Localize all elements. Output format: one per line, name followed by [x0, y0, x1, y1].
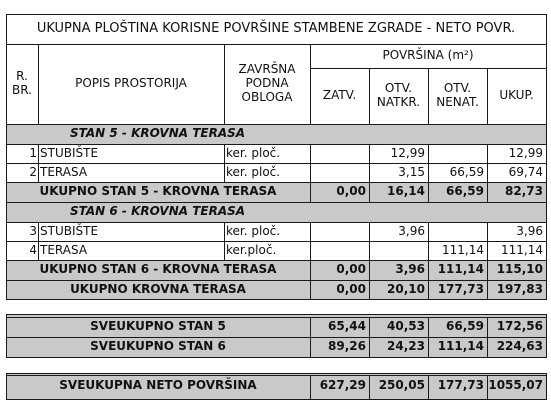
- grid-line: [6, 399, 547, 400]
- value-otv-natkr: 12,99: [390, 145, 425, 160]
- header-rbr: R. BR.: [12, 69, 32, 97]
- grid-line: [6, 314, 7, 358]
- section-title-stan5: STAN 5 - KROVNA TERASA: [6, 124, 546, 144]
- roof-total-label: UKUPNO KROVNA TERASA: [6, 280, 310, 299]
- grid-line: [6, 314, 547, 315]
- grid-line: [6, 163, 547, 164]
- grid-line: [38, 44, 39, 124]
- roof-total-ukup: 197,83: [487, 280, 546, 299]
- room-name: TERASA: [40, 242, 88, 257]
- total-otv-nenat: 111,14: [428, 260, 487, 280]
- floor-finish: ker. ploč.: [226, 223, 281, 238]
- value-ukup: 111,14: [501, 242, 543, 257]
- grid-line: [6, 373, 547, 374]
- summary-ukup: 224,63: [496, 339, 543, 354]
- grid-line: [6, 373, 7, 400]
- grand-total-ukup: 1055,07: [488, 378, 543, 393]
- summary-zatv: 89,26: [328, 339, 366, 354]
- grid-line: [369, 222, 370, 300]
- summary-otv-natkr: 24,23: [387, 339, 425, 354]
- total-zatv: 0,00: [310, 182, 369, 202]
- header-povrsina: POVRŠINA (m²): [382, 48, 474, 63]
- summary-zatv: 65,44: [328, 319, 366, 334]
- roof-total-otv-natkr: 20,10: [369, 280, 428, 299]
- grid-line: [224, 222, 225, 260]
- floor-finish: ker. ploč.: [226, 145, 281, 160]
- value-zatv: [310, 144, 369, 163]
- row-number: 1: [29, 145, 37, 160]
- value-zatv: [310, 241, 369, 260]
- value-otv-natkr: 3,15: [398, 164, 425, 179]
- grid-line: [6, 260, 547, 261]
- grid-line: [487, 68, 488, 124]
- summary-otv-natkr: 40,53: [387, 319, 425, 334]
- header-zatv: ZATV.: [322, 88, 357, 103]
- total-ukup: 82,73: [487, 182, 546, 202]
- summary-otv-nenat: 111,14: [437, 339, 484, 354]
- grid-line: [224, 44, 225, 124]
- grid-line: [428, 222, 429, 300]
- grid-line: [6, 317, 547, 318]
- grid-line: [369, 375, 370, 400]
- header-obloga: ZAVRŠNA PODNA OBLOGA: [238, 62, 296, 104]
- total-otv-natkr: 16,14: [369, 182, 428, 202]
- grid-line: [224, 144, 225, 182]
- total-label-stan5: UKUPNO STAN 5 - KROVNA TERASA: [6, 182, 310, 202]
- roof-total-otv-nenat: 177,73: [428, 280, 487, 299]
- floor-finish: ker. ploč.: [226, 164, 281, 179]
- total-label-stan6: UKUPNO STAN 6 - KROVNA TERASA: [6, 260, 310, 280]
- total-otv-nenat: 66,59: [428, 182, 487, 202]
- header-otv-nenat: OTV. NENAT.: [436, 81, 479, 109]
- grid-line: [6, 241, 547, 242]
- grand-total-otv-natkr: 250,05: [378, 378, 425, 393]
- grid-line: [428, 375, 429, 400]
- grid-line: [6, 375, 547, 376]
- grid-line: [38, 222, 39, 260]
- grid-line: [6, 144, 547, 145]
- room-name: STUBIŠTE: [40, 223, 99, 238]
- value-otv-nenat: [428, 222, 487, 241]
- floor-finish: ker.ploč.: [226, 242, 277, 257]
- grid-line: [428, 144, 429, 202]
- value-otv-natkr: [369, 241, 428, 260]
- header-ukup: UKUP.: [499, 88, 534, 103]
- grid-line: [6, 44, 547, 45]
- value-zatv: [310, 222, 369, 241]
- total-otv-natkr: 3,96: [369, 260, 428, 280]
- grid-line: [428, 317, 429, 358]
- row-number: 4: [29, 242, 37, 257]
- grid-line: [546, 314, 547, 358]
- section-title-stan6: STAN 6 - KROVNA TERASA: [6, 202, 546, 222]
- grid-line: [310, 375, 311, 400]
- value-otv-nenat: [428, 144, 487, 163]
- grid-line: [487, 144, 488, 202]
- grand-total-zatv: 627,29: [319, 378, 366, 393]
- header-popis: POPIS PROSTORIJA: [75, 76, 187, 91]
- roof-total-zatv: 0,00: [310, 280, 369, 299]
- grid-line: [38, 144, 39, 182]
- value-ukup: 69,74: [508, 164, 543, 179]
- grand-total-otv-nenat: 177,73: [437, 378, 484, 393]
- value-ukup: 3,96: [516, 223, 543, 238]
- grid-line: [6, 14, 547, 15]
- grid-line: [6, 299, 547, 300]
- table-title: UKUPNA PLOŠTINA KORISNE POVRŠINE STAMBENE ZGRADE - NETO POVR.: [36, 20, 516, 36]
- grid-line: [310, 222, 311, 300]
- summary-otv-nenat: 66,59: [446, 319, 484, 334]
- grid-line: [546, 373, 547, 400]
- summary-label-stan6: SVEUKUPNO STAN 6: [90, 339, 226, 354]
- grid-line: [6, 337, 547, 338]
- value-ukup: 12,99: [508, 145, 543, 160]
- value-otv-nenat: 111,14: [442, 242, 484, 257]
- grid-line: [6, 124, 547, 125]
- grid-line: [310, 144, 311, 202]
- grid-line: [369, 68, 370, 124]
- grid-line: [310, 317, 311, 358]
- total-ukup: 115,10: [487, 260, 546, 280]
- grid-line: [487, 222, 488, 300]
- grid-line: [546, 14, 547, 300]
- grid-line: [487, 375, 488, 400]
- grid-line: [6, 202, 547, 203]
- value-otv-natkr: 3,96: [398, 223, 425, 238]
- value-otv-nenat: 66,59: [449, 164, 484, 179]
- grid-line: [369, 144, 370, 202]
- grid-line: [428, 68, 429, 124]
- grid-line: [6, 182, 547, 183]
- grid-line: [6, 14, 7, 300]
- summary-ukup: 172,56: [496, 319, 543, 334]
- grid-line: [369, 317, 370, 358]
- room-name: TERASA: [40, 164, 88, 179]
- row-number: 3: [29, 223, 37, 238]
- grid-line: [310, 44, 311, 124]
- summary-label-stan5: SVEUKUPNO STAN 5: [90, 319, 226, 334]
- grid-line: [6, 222, 547, 223]
- total-zatv: 0,00: [310, 260, 369, 280]
- header-otv-natkr: OTV. NATKR.: [376, 81, 421, 109]
- grid-line: [487, 317, 488, 358]
- grand-total-label: SVEUKUPNA NETO POVRŠINA: [59, 378, 257, 393]
- value-zatv: [310, 163, 369, 182]
- row-number: 2: [29, 164, 37, 179]
- grid-line: [6, 357, 547, 358]
- room-name: STUBIŠTE: [40, 145, 99, 160]
- grid-line: [6, 280, 547, 281]
